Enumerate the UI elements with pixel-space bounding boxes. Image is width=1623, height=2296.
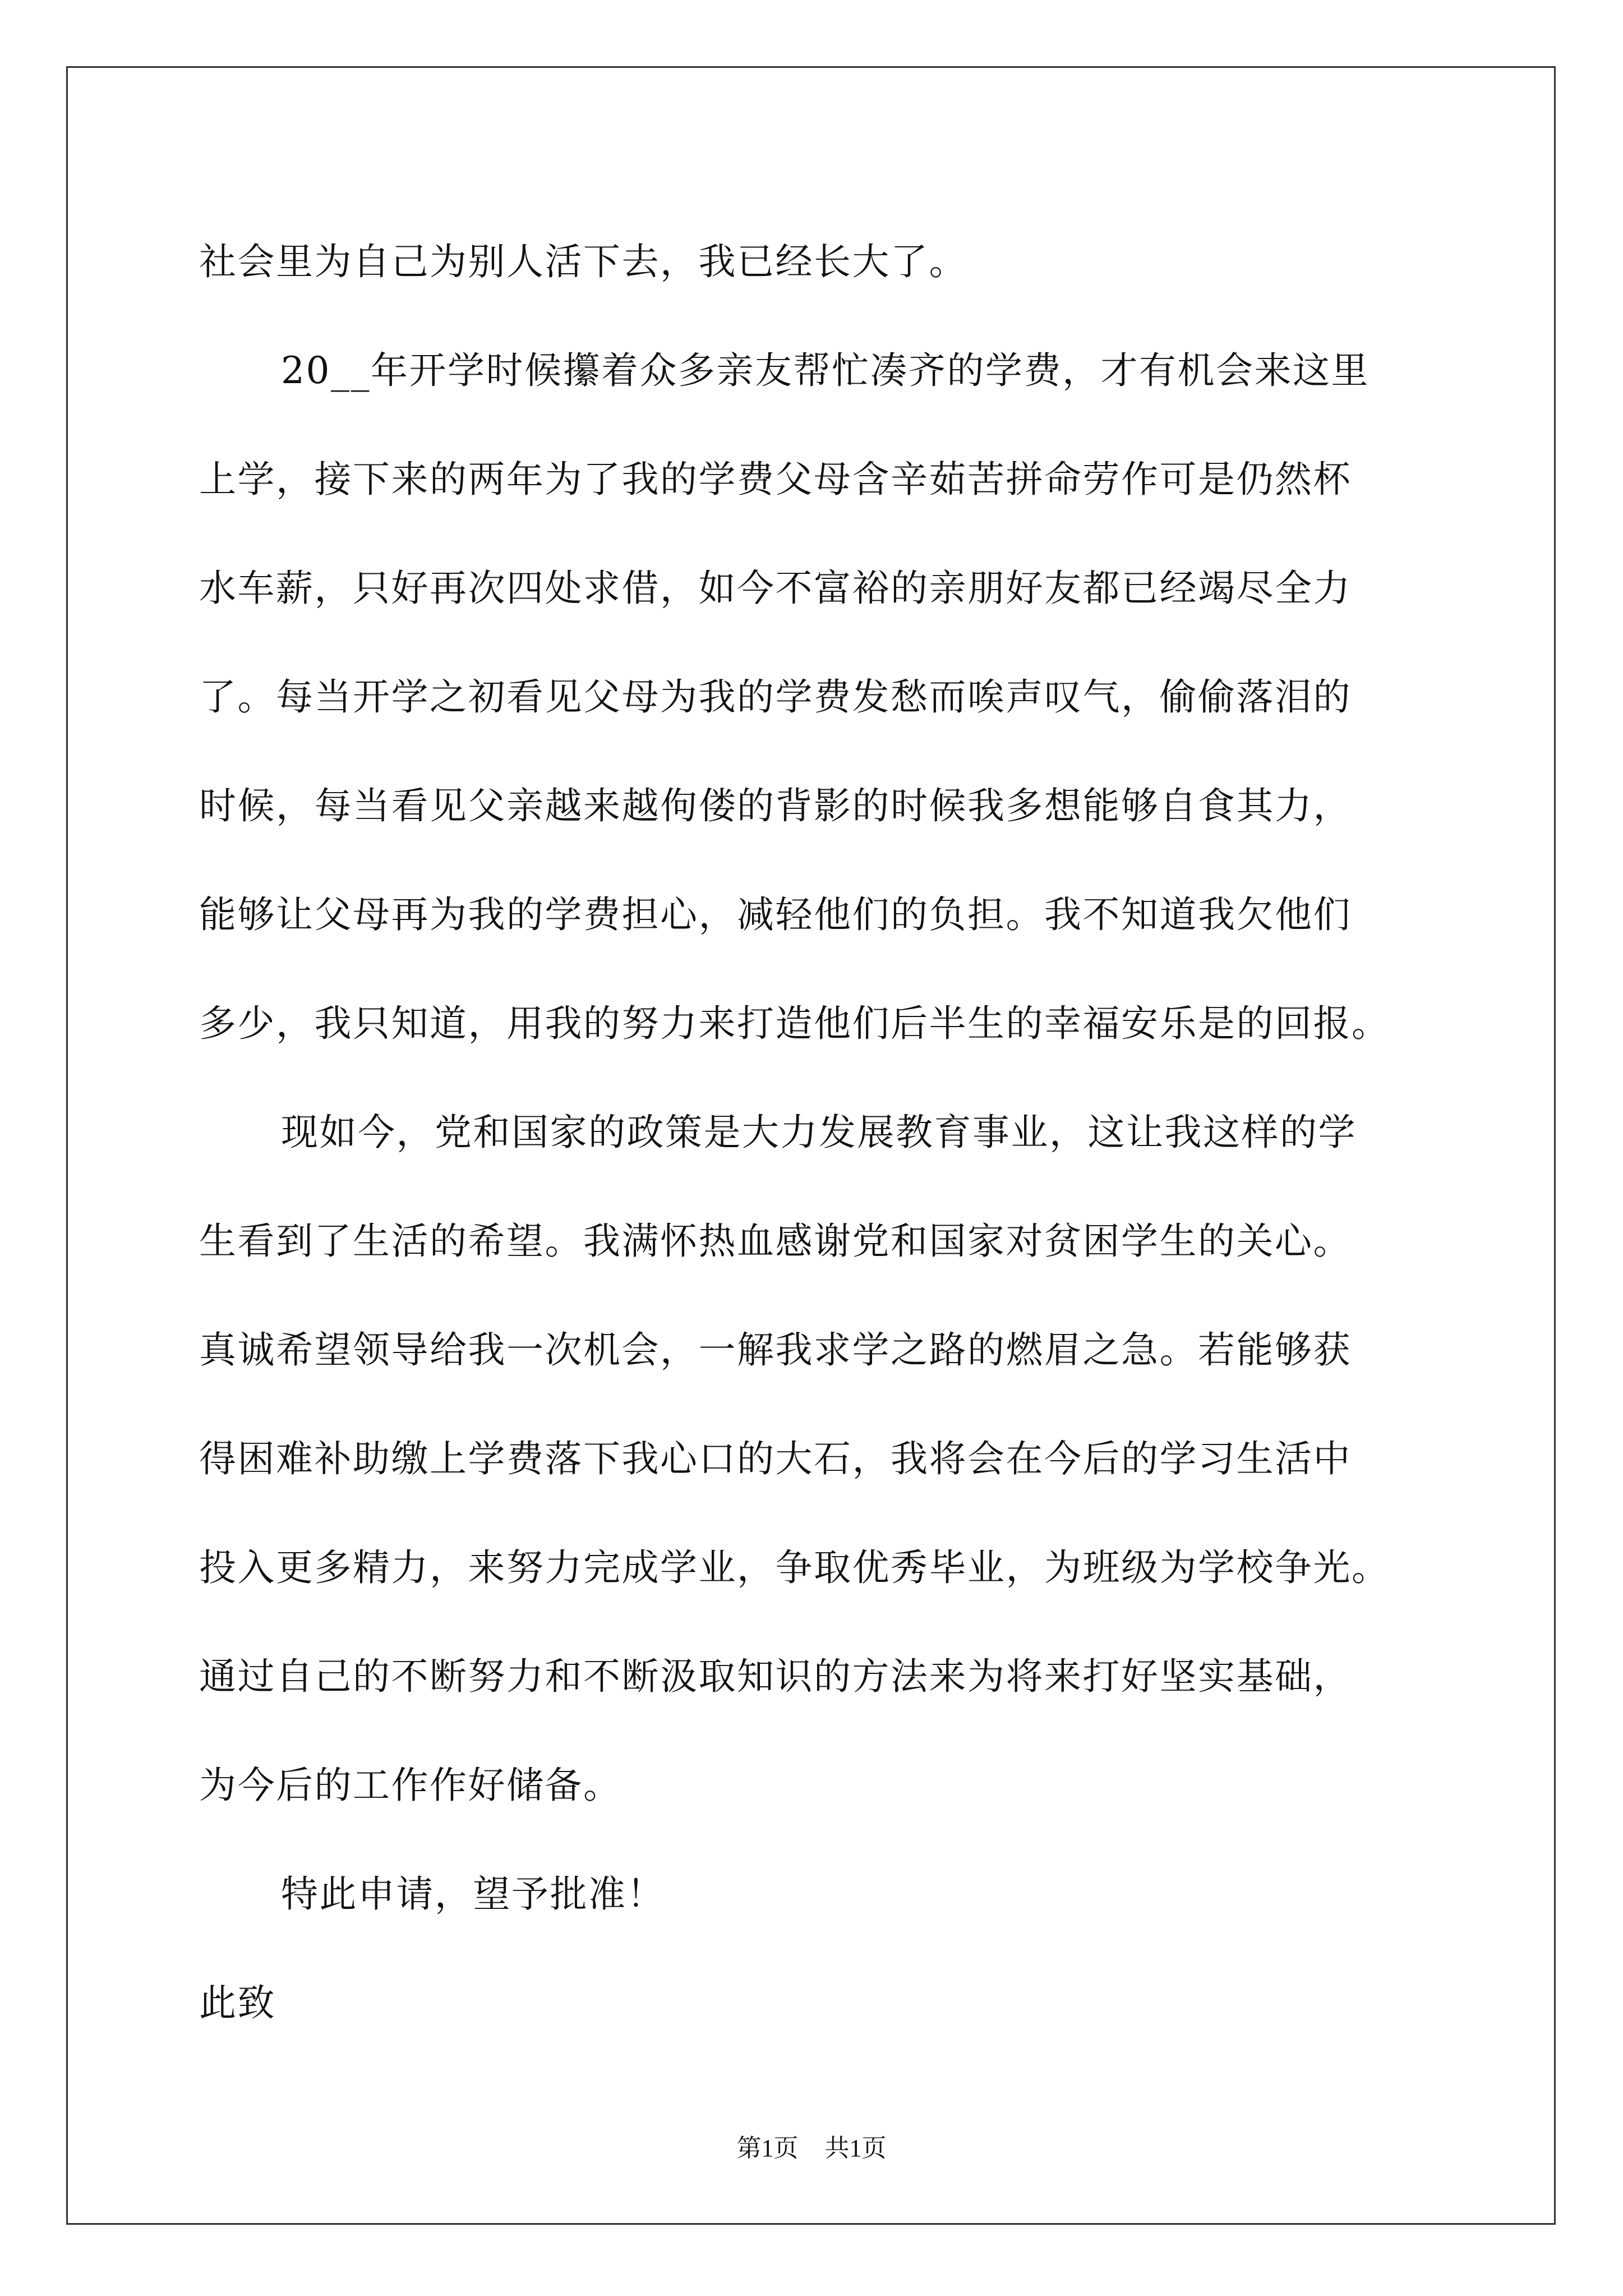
body-line-1: 社会里为自己为别人活下去，我已经长大了。 bbox=[199, 240, 967, 283]
request-closing-line: 特此申请，望予批准！ bbox=[281, 1872, 665, 1916]
body-line-12: 得困难补助缴上学费落下我心口的大石，我将会在今后的学习生活中 bbox=[199, 1437, 1352, 1480]
body-line-13: 投入更多精力，来努力完成学业，争取优秀毕业，为班级为学校争光。 bbox=[199, 1546, 1390, 1589]
page-footer bbox=[0, 2132, 1623, 2165]
page-number: 第1页 bbox=[736, 2134, 799, 2162]
body-line-15: 为今后的工作作好储备。 bbox=[199, 1764, 622, 1807]
body-line-9: 现如今，党和国家的政策是大力发展教育事业，这让我这样的学 bbox=[281, 1111, 1357, 1154]
body-line-11: 真诚希望领导给我一次机会，一解我求学之路的燃眉之急。若能够获 bbox=[199, 1328, 1352, 1372]
body-line-4: 水车薪，只好再次四处求借，如今不富裕的亲朋好友都已经竭尽全力 bbox=[199, 567, 1352, 610]
body-line-6: 时候，每当看见父亲越来越佝偻的背影的时候我多想能够自食其力， bbox=[199, 784, 1352, 827]
letter-body bbox=[199, 208, 1444, 2058]
body-line-5: 了。每当开学之初看见父母为我的学费发愁而唉声叹气，偷偷落泪的 bbox=[199, 675, 1352, 719]
body-line-2: 20__年开学时候攥着众多亲友帮忙凑齐的学费，才有机会来这里 bbox=[281, 349, 1370, 392]
body-line-7: 能够让父母再为我的学费担心，减轻他们的负担。我不知道我欠他们 bbox=[199, 893, 1352, 936]
salutation-line: 此致 bbox=[199, 1981, 276, 2024]
page-total: 共1页 bbox=[824, 2134, 887, 2162]
body-line-14: 通过自己的不断努力和不断汲取知识的方法来为将来打好坚实基础， bbox=[199, 1655, 1352, 1698]
body-line-3: 上学，接下来的两年为了我的学费父母含辛茹苦拼命劳作可是仍然杯 bbox=[199, 458, 1352, 501]
body-line-10: 生看到了生活的希望。我满怀热血感谢党和国家对贫困学生的关心。 bbox=[199, 1220, 1352, 1263]
body-line-8: 多少，我只知道，用我的努力来打造他们后半生的幸福安乐是的回报。 bbox=[199, 1002, 1390, 1045]
